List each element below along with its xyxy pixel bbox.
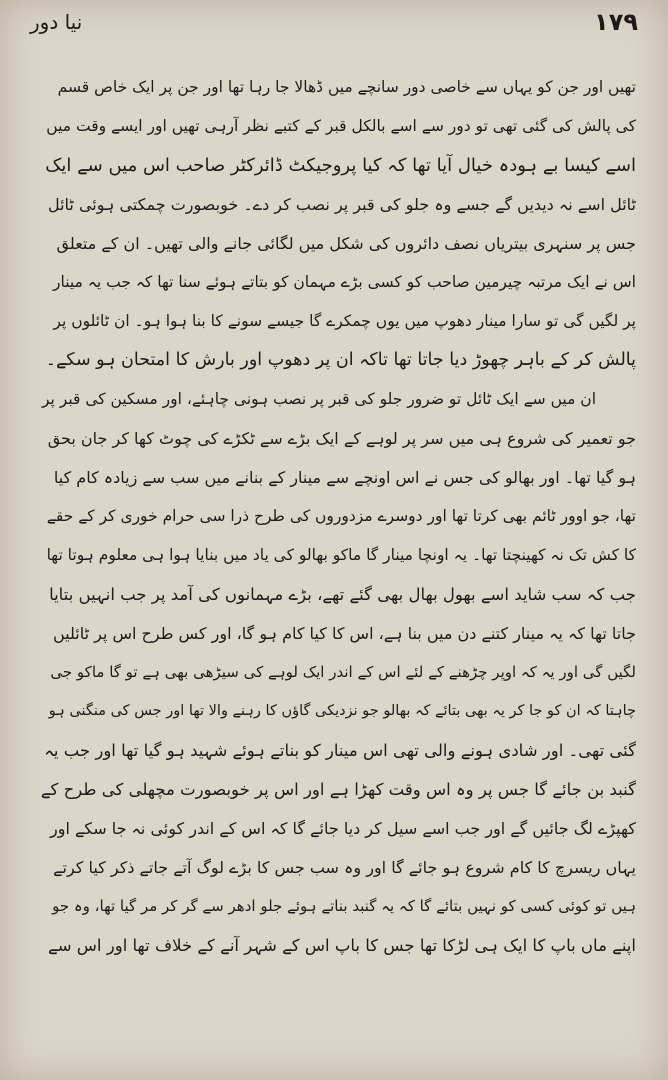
text-line: تھیں اور جن کو یہاں سے خاصی دور سانچے میں ڈھالا جا رہا تھا اور جن پر ایک خاص قسم [57,78,636,96]
text-line: تھا، جو اوور ٹائم بھی کرتا تھا اور دوسرے مزدوروں کی طرح ذرا سی حرام خوری کر کے حقے [46,507,636,525]
text-line: اسے کیسا بے ہودہ خیال آیا تھا کہ کیا پروجیکٹ ڈائرکٹر صاحب اس میں سے ایک [45,155,636,176]
text-line: چاہتا کہ ان کو جا کر یہ بھی بتائے کہ بھالو جو نزدیکی گاؤں کا رہنے والا تھا اور جس کی منگنی ہو [48,703,636,719]
text-line: کا کش تک نہ کھینچتا تھا۔ یہ اونچا مینار گا ماکو بھالو کی یاد میں بنایا ہوا ہی معلوم ہوتا تھا [46,546,636,564]
text-line: پر لگیں گی تو سارا مینار دھوپ میں یوں چمکرے گا جیسے سونے کا بنا ہوا ہو۔ ان ٹائلوں پر [53,312,636,330]
text-line: ٹائل اسے نہ دیدیں گے جسے وہ جلو کی قبر پر نصب کر دے۔ خوبصورت چمکتی ہوئی ٹائل [47,195,636,214]
text-line: گنبد بن جائے گا جس پر وہ اس وقت کھڑا ہے اور اس پر خوبصورت مچھلی کی طرح کے [40,780,636,799]
text-line: کی پالش کی گئی تھی تو دور سے اسے بالکل قبر کے کتبے نظر آرہی تھیں اور ایسے وقت میں [46,117,636,135]
text-line: ہو گیا تھا۔ اور بھالو کی جس نے اس اونچے سے مینار کے بنانے میں سب سے زیادہ کام کیا [53,468,636,487]
text-line: پالش کر کے باہر چھوڑ دیا جاتا تھا تاکہ ان پر دھوپ اور بارش کا امتحان ہو سکے۔ [45,350,636,370]
text-line: یہاں ریسرچ کا کام شروع ہو جائے گا اور وہ سب جس کا بڑے لوگ آتے جاتے ذکر کیا کرتے [53,858,636,877]
text-line: کھپڑے لگ جائیں گے اور جب اسے سیل کر دیا جائے گا کہ اس کے اندر کوئی نہ جا سکے اور [50,819,636,838]
text-line: ہیں تو کوئی کسی کو نہیں بتائے گا کہ یہ گنبد بناتے ہوئے جلو ادھر سے گر کر مر گیا تھا، وہ جو [52,897,636,915]
text-line: جس پر سنہری بیتریاں نصف دائروں کی شکل میں لگائی جانے والی تھیں۔ ان کے متعلق [56,234,636,253]
text-line: ان میں سے ایک ٹائل تو ضرور جلو کی قبر پر نصب ہونی چاہئے، اور مسکین کی قبر پر [41,390,596,408]
text-line: گئی تھی۔ اور شادی ہونے والی تھی اس مینار کو بناتے ہوئے شہید ہو گیا تھا اور جب یہ [44,741,636,760]
text-line: اپنے ماں باپ کا ایک ہی لڑکا تھا جس کا باپ اس کے شہر آنے کے خلاف تھا اور اس سے [48,936,636,955]
text-line: جب کہ سب شاید اسے بھول بھال بھی گئے تھے، بڑے مہمانوں کی آمد پر جب انہیں بتایا [49,585,636,604]
text-line: جاتا تھا کہ یہ مینار کتنے دن میں بنا ہے، اس کا کیا کام ہو گا، اور کس طرح اس پر ٹائلیں [52,624,636,643]
page-number: ۱۷۹ [594,8,638,36]
text-line: جو تعمیر کی شروع ہی میں سر پر لوہے کے ایک بڑے سے ٹکڑے کی چوٹ کھا کر جان بحق [47,429,636,448]
body-text [40,68,636,965]
text-line: اس نے ایک مرتبہ چیرمین صاحب کو کسی بڑے مہمان کو بتاتے ہوئے سنا تھا کہ جب یہ مینار [53,273,636,291]
running-header: نیا دور [30,10,83,34]
text-line: لگیں گی اور یہ کہ اوپر چڑھنے کے لئے اس کے اندر ایک لوہے کی سیڑھی بھی ہے تو گا ماکو جی [50,663,636,681]
